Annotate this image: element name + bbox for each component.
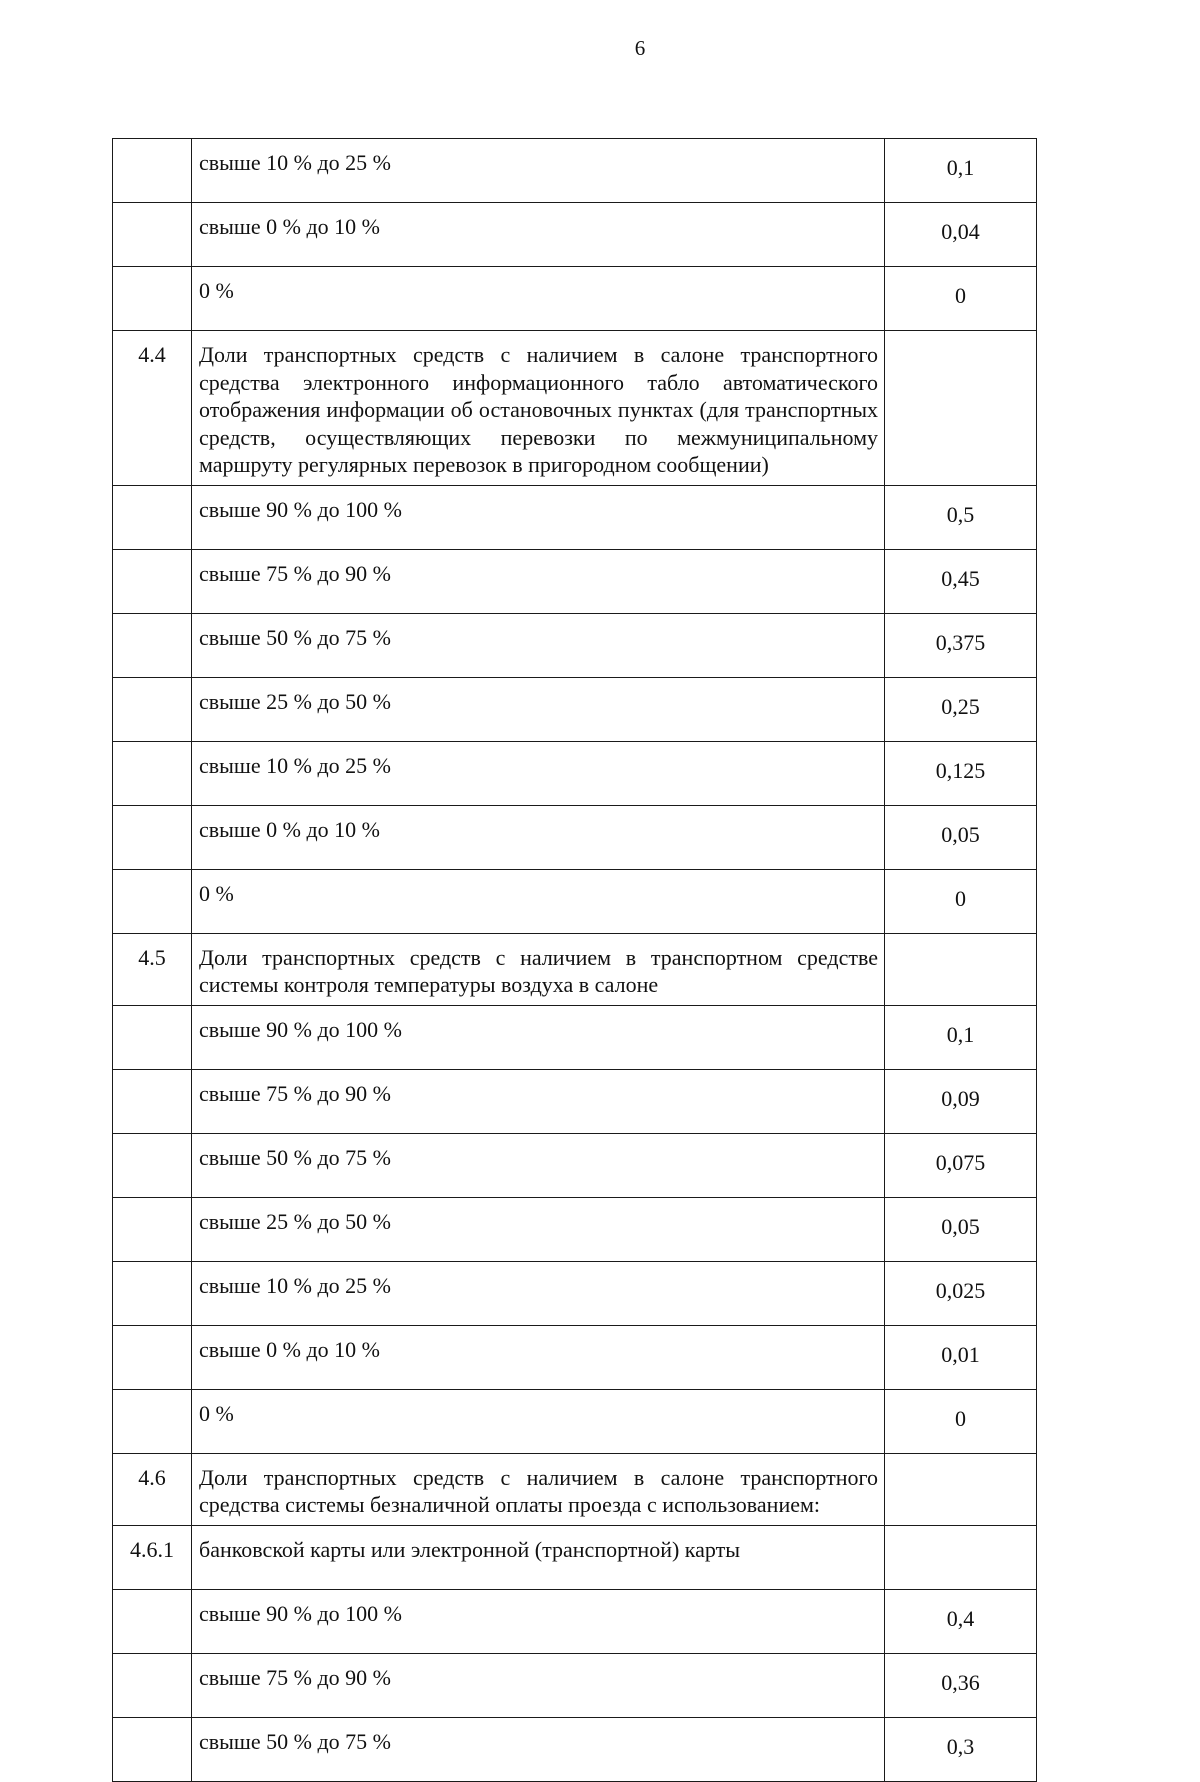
row-criterion: Доли транспортных средств с наличием в транспортном средстве системы контроля температуры воздуха в салоне <box>192 933 885 1005</box>
row-value <box>885 1525 1037 1589</box>
row-number <box>113 549 192 613</box>
row-value <box>885 1453 1037 1525</box>
row-value: 0,125 <box>885 741 1037 805</box>
row-criterion: свыше 90 % до 100 % <box>192 485 885 549</box>
table-row <box>113 1261 1037 1325</box>
row-value: 0,36 <box>885 1653 1037 1717</box>
row-number <box>113 203 192 267</box>
table-row <box>113 1589 1037 1653</box>
row-number <box>113 1653 192 1717</box>
row-value: 0,25 <box>885 677 1037 741</box>
row-value: 0 <box>885 1389 1037 1453</box>
table-row <box>113 1069 1037 1133</box>
row-criterion: свыше 10 % до 25 % <box>192 139 885 203</box>
row-number <box>113 1589 192 1653</box>
row-criterion: свыше 75 % до 90 % <box>192 1653 885 1717</box>
table-row <box>113 1005 1037 1069</box>
row-value: 0,025 <box>885 1261 1037 1325</box>
row-criterion: 0 % <box>192 869 885 933</box>
row-value <box>885 933 1037 1005</box>
row-number <box>113 1389 192 1453</box>
table-row-subsection <box>113 1525 1037 1589</box>
row-criterion: свыше 0 % до 10 % <box>192 203 885 267</box>
row-criterion: свыше 90 % до 100 % <box>192 1005 885 1069</box>
row-number <box>113 1261 192 1325</box>
row-number: 4.4 <box>113 331 192 486</box>
row-number <box>113 267 192 331</box>
row-criterion: 0 % <box>192 1389 885 1453</box>
row-number <box>113 869 192 933</box>
row-number <box>113 741 192 805</box>
row-value: 0,45 <box>885 549 1037 613</box>
row-criterion: свыше 25 % до 50 % <box>192 677 885 741</box>
table-row <box>113 1325 1037 1389</box>
row-value: 0 <box>885 869 1037 933</box>
row-criterion: Доли транспортных средств с наличием в салоне транспортного средства системы безналичной оплаты проезда с использованием: <box>192 1453 885 1525</box>
table-row-section <box>113 933 1037 1005</box>
row-value <box>885 331 1037 486</box>
table-row <box>113 1653 1037 1717</box>
table-row <box>113 677 1037 741</box>
row-value: 0,075 <box>885 1133 1037 1197</box>
row-value: 0,04 <box>885 203 1037 267</box>
table-row <box>113 485 1037 549</box>
row-number <box>113 1069 192 1133</box>
row-number <box>113 1197 192 1261</box>
table-row <box>113 613 1037 677</box>
row-criterion: свыше 50 % до 75 % <box>192 613 885 677</box>
row-criterion: свыше 75 % до 90 % <box>192 1069 885 1133</box>
row-number <box>113 1325 192 1389</box>
row-criterion: свыше 50 % до 75 % <box>192 1717 885 1781</box>
row-value: 0,1 <box>885 1005 1037 1069</box>
row-value: 0,5 <box>885 485 1037 549</box>
table-row <box>113 1133 1037 1197</box>
row-value: 0,01 <box>885 1325 1037 1389</box>
table-row <box>113 1389 1037 1453</box>
row-criterion: Доли транспортных средств с наличием в салоне транспортного средства электронного информационного табло автоматического отображения информации об остановочных пунктах (для транспортных средств, осуществляющих перевозки по межмуниципальному маршруту регулярных перевозок в пригородном сообщении) <box>192 331 885 486</box>
table-row <box>113 805 1037 869</box>
row-criterion: свыше 90 % до 100 % <box>192 1589 885 1653</box>
row-number: 4.6 <box>113 1453 192 1525</box>
table-row <box>113 139 1037 203</box>
row-number <box>113 613 192 677</box>
row-number <box>113 1005 192 1069</box>
row-criterion: свыше 10 % до 25 % <box>192 741 885 805</box>
row-number <box>113 1717 192 1781</box>
table-row <box>113 741 1037 805</box>
row-value: 0,4 <box>885 1589 1037 1653</box>
criteria-table <box>112 138 1037 1782</box>
table-row <box>113 869 1037 933</box>
row-value: 0 <box>885 267 1037 331</box>
table-row <box>113 203 1037 267</box>
table-row <box>113 267 1037 331</box>
row-number <box>113 139 192 203</box>
row-number: 4.5 <box>113 933 192 1005</box>
row-value: 0,1 <box>885 139 1037 203</box>
row-value: 0,3 <box>885 1717 1037 1781</box>
row-number: 4.6.1 <box>113 1525 192 1589</box>
page-number: 6 <box>634 36 646 60</box>
row-value: 0,375 <box>885 613 1037 677</box>
row-value: 0,05 <box>885 805 1037 869</box>
row-criterion: свыше 0 % до 10 % <box>192 1325 885 1389</box>
table-row <box>113 1717 1037 1781</box>
row-criterion: свыше 25 % до 50 % <box>192 1197 885 1261</box>
row-criterion: банковской карты или электронной (транспортной) карты <box>192 1525 885 1589</box>
row-value: 0,09 <box>885 1069 1037 1133</box>
row-criterion: свыше 10 % до 25 % <box>192 1261 885 1325</box>
row-criterion: свыше 0 % до 10 % <box>192 805 885 869</box>
row-criterion: 0 % <box>192 267 885 331</box>
row-criterion: свыше 75 % до 90 % <box>192 549 885 613</box>
row-criterion: свыше 50 % до 75 % <box>192 1133 885 1197</box>
row-number <box>113 1133 192 1197</box>
table-row-section <box>113 1453 1037 1525</box>
row-number <box>113 485 192 549</box>
table-row <box>113 549 1037 613</box>
table-row-section <box>113 331 1037 486</box>
table-row <box>113 1197 1037 1261</box>
row-number <box>113 805 192 869</box>
row-number <box>113 677 192 741</box>
row-value: 0,05 <box>885 1197 1037 1261</box>
